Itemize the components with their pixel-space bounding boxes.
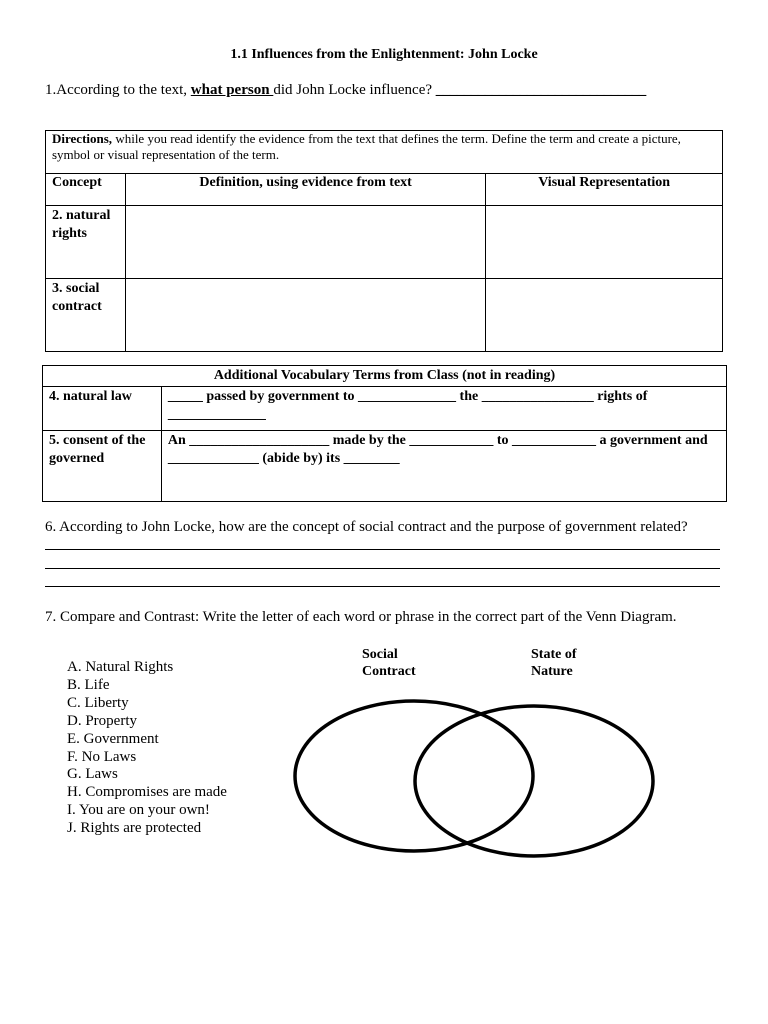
- question-1: [45, 82, 646, 99]
- fill-in-natural-law[interactable]: _____ passed by government to ______________ the ________________ rights of ______________: [161, 387, 726, 431]
- definition-cell[interactable]: [125, 206, 485, 279]
- list-item: E. Government: [67, 730, 159, 747]
- venn-label-state-of-nature: State of Nature: [531, 647, 577, 679]
- header-visual: Visual Representation: [486, 174, 723, 206]
- header-definition: Definition, using evidence from text: [125, 174, 485, 206]
- term-natural-law: 4. natural law: [43, 387, 162, 431]
- definition-cell[interactable]: [125, 279, 485, 352]
- vocabulary-header: Additional Vocabulary Terms from Class (not in reading): [43, 366, 727, 387]
- question-7: 7. Compare and Contrast: Write the letter of each word or phrase in the correct part of the Venn Diagram.: [45, 609, 677, 625]
- answer-line[interactable]: [45, 568, 720, 569]
- vocabulary-table: [42, 365, 727, 502]
- option-list: [67, 659, 227, 838]
- list-item: H. Compromises are made: [67, 784, 227, 801]
- venn-diagram[interactable]: [290, 695, 660, 865]
- list-item: G. Laws: [67, 766, 118, 783]
- term-consent: 5. consent of the governed: [43, 431, 162, 502]
- concept-social-contract: 3. social contract: [46, 279, 126, 352]
- visual-cell[interactable]: [486, 279, 723, 352]
- concept-table: [45, 130, 723, 352]
- fill-in-consent[interactable]: An ____________________ made by the ____________ to ____________ a government and _____________ (abide by) its ________: [161, 431, 726, 502]
- header-concept: Concept: [46, 174, 126, 206]
- directions: [46, 131, 723, 174]
- question-1-prefix: 1.According to the text,: [45, 82, 191, 98]
- list-item: I. You are on your own!: [67, 802, 210, 819]
- list-item: D. Property: [67, 712, 137, 729]
- list-item: F. No Laws: [67, 748, 137, 765]
- question-1-answer-blank[interactable]: ______________________________: [435, 82, 646, 98]
- page-title: 1.1 Influences from the Enlightenment: John Locke: [230, 47, 538, 62]
- answer-line[interactable]: [45, 549, 720, 550]
- list-item: B. Life: [67, 676, 110, 693]
- list-item: J. Rights are protected: [67, 820, 202, 837]
- concept-natural-rights: 2. natural rights: [46, 206, 126, 279]
- directions-label: Directions,: [52, 131, 113, 146]
- question-1-emphasis: what person: [190, 82, 274, 98]
- question-6: 6. According to John Locke, how are the concept of social contract and the purpose of government related?: [45, 519, 688, 535]
- list-item: C. Liberty: [67, 694, 129, 711]
- visual-cell[interactable]: [486, 206, 723, 279]
- answer-line[interactable]: [45, 586, 720, 587]
- list-item: A. Natural Rights: [67, 659, 174, 675]
- question-1-suffix: did John Locke influence?: [273, 82, 436, 98]
- directions-text: while you read identify the evidence from the text that defines the term. Define the term and create a picture, symbol or visual representation of the term.: [52, 131, 681, 162]
- venn-label-social-contract: Social Contract: [362, 647, 416, 679]
